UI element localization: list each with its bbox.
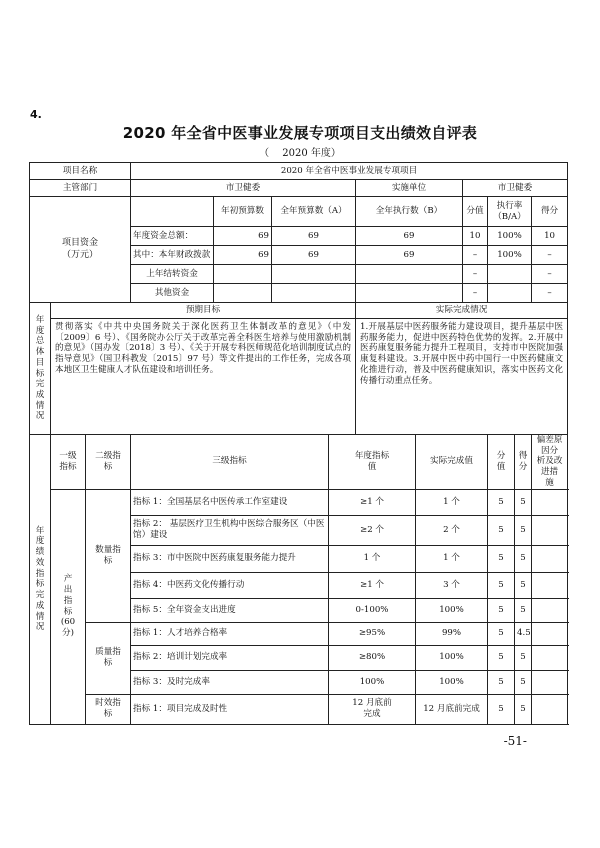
actual-result-header: 实际完成情况 bbox=[356, 303, 568, 319]
header-actual: 实际完成值 bbox=[416, 435, 488, 490]
header-exec-rate: 执行率（B/A） bbox=[488, 197, 532, 227]
level1-output bbox=[51, 489, 86, 724]
funds-annual: 69 bbox=[272, 246, 356, 265]
dept-label: 主管部门 bbox=[30, 180, 131, 197]
level2-quantity-text: 数量指 标 bbox=[95, 544, 121, 566]
header-score-weight: 分值 bbox=[463, 197, 488, 227]
indicator-actual: 99% bbox=[416, 622, 488, 645]
funds-row-label: 年度资金总额： bbox=[131, 227, 214, 246]
indicator-label: 指标 5：全年资金支出进度 bbox=[131, 598, 329, 622]
indicator-actual: 12 月底前完成 bbox=[416, 694, 488, 724]
funds-score: – bbox=[532, 246, 568, 265]
indicator-deviation bbox=[532, 545, 568, 572]
indicator-score: 4.5 bbox=[515, 622, 532, 645]
funds-executed: 69 bbox=[356, 246, 463, 265]
funds-annual: 69 bbox=[272, 227, 356, 246]
page-title: 2020 年全省中医事业发展专项项目支出绩效自评表 bbox=[122, 124, 478, 142]
header-level1 bbox=[51, 435, 86, 490]
indicator-label: 指标 1：全国基层名中医传承工作室建设 bbox=[131, 489, 329, 515]
expected-goal-text: 贯彻落实《中共中央国务院关于深化医药卫生体制改革的意见》（中发〔2009〕6 号）、《国务院办公厅关于改革完善全科医生培养与使用激励机制的意见》（国办发〔2018〕3 号）、《关于开展专科医师规范化培训制度试点的指导意见》（国卫科教发〔2015〕97 号）等文件提出的工作任务，完成各项本地区卫生健康人才队伍建设和培训任务。 bbox=[51, 319, 356, 435]
funds-rate: 100% bbox=[488, 246, 532, 265]
indicator-score: 5 bbox=[515, 645, 532, 670]
level2-quality-text: 质量指 标 bbox=[95, 647, 121, 669]
funds-weight: – bbox=[463, 284, 488, 303]
indicator-deviation bbox=[532, 645, 568, 670]
header-level3: 三级指标 bbox=[131, 435, 329, 490]
funds-annual bbox=[272, 265, 356, 284]
funds-initial: 69 bbox=[214, 227, 272, 246]
indicator-weight: 5 bbox=[488, 515, 515, 545]
header-target bbox=[329, 435, 416, 490]
funds-label bbox=[30, 197, 131, 303]
indicator-actual: 3 个 bbox=[416, 572, 488, 598]
header-deviation-text: 偏差原因分 析及改进措 施 bbox=[536, 435, 563, 488]
funds-initial: 69 bbox=[214, 246, 272, 265]
funds-initial bbox=[214, 284, 272, 303]
funds-executed: 69 bbox=[356, 227, 463, 246]
indicator-weight: 5 bbox=[488, 645, 515, 670]
indicator-deviation bbox=[532, 694, 568, 724]
indicator-target bbox=[329, 694, 416, 724]
funds-score: – bbox=[532, 284, 568, 303]
indicator-label: 指标 3：及时完成率 bbox=[131, 670, 329, 694]
funds-weight: 10 bbox=[463, 227, 488, 246]
funds-rate bbox=[488, 284, 532, 303]
indicator-deviation bbox=[532, 622, 568, 645]
indicator-actual: 100% bbox=[416, 645, 488, 670]
header-level2 bbox=[86, 435, 131, 490]
level2-timeliness bbox=[86, 694, 131, 724]
header-executed: 全年执行数（B） bbox=[356, 197, 463, 227]
project-name-value: 2020 年全省中医事业发展专项项目 bbox=[131, 163, 568, 180]
indicator-deviation bbox=[532, 572, 568, 598]
indicator-target: ≥1 个 bbox=[329, 572, 416, 598]
indicator-target: 1 个 bbox=[329, 545, 416, 572]
indicator-weight: 5 bbox=[488, 489, 515, 515]
funds-weight: – bbox=[463, 246, 488, 265]
header-score: 得分 bbox=[515, 435, 532, 490]
funds-initial bbox=[214, 265, 272, 284]
header-weight-text: 分 值 bbox=[496, 451, 506, 472]
funds-annual bbox=[272, 284, 356, 303]
indicator-label: 指标 3：市中医院中医药康复服务能力提升 bbox=[131, 545, 329, 572]
project-name-label: 项目名称 bbox=[30, 163, 131, 180]
funds-rate: 100% bbox=[488, 227, 532, 246]
indicator-target: ≥2 个 bbox=[329, 515, 416, 545]
header-level2-text: 二级指 标 bbox=[95, 451, 121, 472]
indicator-weight: 5 bbox=[488, 694, 515, 724]
indicator-deviation bbox=[532, 598, 568, 622]
indicator-weight: 5 bbox=[488, 598, 515, 622]
actual-result-text: 1.开展基层中医药服务能力建设项目，提升基层中医药服务能力，促进中医药特色优势的发挥。2.开展中医药康复服务能力提升工程项目，支持市中医院加强康复科建设。3.开展中医中药中国行一中医药健康文化推进行动，普及中医药健康知识，落实中医药文化传播行动重点任务。 bbox=[356, 319, 568, 435]
evaluation-table bbox=[29, 162, 567, 725]
level1-output-text: 产 出 指 标 (60 分) bbox=[60, 574, 76, 639]
funds-row-label: 其他资金 bbox=[131, 284, 214, 303]
indicator-actual: 100% bbox=[416, 598, 488, 622]
indicator-target-text: 12 月底前 完成 bbox=[352, 698, 392, 720]
funds-score: 10 bbox=[532, 227, 568, 246]
indicators-side-label bbox=[30, 435, 51, 725]
indicator-label: 指标 2： 基层医疗卫生机构中医综合服务区（中医馆）建设 bbox=[131, 515, 329, 545]
header-target-text: 年度指标 值 bbox=[354, 451, 390, 472]
indicator-score: 5 bbox=[515, 515, 532, 545]
expected-goal-header: 预期目标 bbox=[51, 303, 356, 319]
goals-side-text: 年 度 总 体 目 标 完 成 情 况 bbox=[35, 314, 45, 422]
level2-timeliness-text: 时效指 标 bbox=[95, 698, 121, 720]
header-deviation bbox=[532, 435, 568, 490]
funds-rate bbox=[488, 265, 532, 284]
indicators-side-text: 年 度 绩 效 指 标 完 成 情 况 bbox=[35, 525, 45, 633]
indicator-score: 5 bbox=[515, 694, 532, 724]
indicator-target: ≥95% bbox=[329, 622, 416, 645]
funds-row-label: 上年结转资金 bbox=[131, 265, 214, 284]
indicator-score: 5 bbox=[515, 489, 532, 515]
indicator-weight: 5 bbox=[488, 572, 515, 598]
page-number: -51- bbox=[503, 734, 527, 748]
indicator-label: 指标 2：培训计划完成率 bbox=[131, 645, 329, 670]
indicator-target: ≥80% bbox=[329, 645, 416, 670]
goals-side-label bbox=[30, 303, 51, 435]
impl-unit-value: 市卫健委 bbox=[463, 180, 568, 197]
impl-unit-label: 实施单位 bbox=[356, 180, 463, 197]
funds-header-blank bbox=[131, 197, 214, 227]
indicator-label: 指标 1：项目完成及时性 bbox=[131, 694, 329, 724]
funds-executed bbox=[356, 284, 463, 303]
indicator-actual: 100% bbox=[416, 670, 488, 694]
indicator-score: 5 bbox=[515, 598, 532, 622]
level2-quality bbox=[86, 622, 131, 694]
funds-score: – bbox=[532, 265, 568, 284]
indicator-score: 5 bbox=[515, 670, 532, 694]
indicator-weight: 5 bbox=[488, 670, 515, 694]
indicator-weight: 5 bbox=[488, 622, 515, 645]
indicator-row bbox=[30, 694, 568, 724]
funds-weight: – bbox=[463, 265, 488, 284]
indicator-actual: 2 个 bbox=[416, 515, 488, 545]
funds-label-text: 项目资金 （万元） bbox=[62, 238, 99, 260]
indicator-label: 指标 1：人才培养合格率 bbox=[131, 622, 329, 645]
dept-value: 市卫健委 bbox=[131, 180, 356, 197]
header-initial-budget: 年初预算数 bbox=[214, 197, 272, 227]
header-weight bbox=[488, 435, 515, 490]
header-level1-text: 一级 指标 bbox=[59, 451, 77, 472]
indicator-actual: 1 个 bbox=[416, 545, 488, 572]
funds-row-label: 其中：本年财政拨款 bbox=[131, 246, 214, 265]
indicator-score: 5 bbox=[515, 545, 532, 572]
indicator-target: 0-100% bbox=[329, 598, 416, 622]
funds-executed bbox=[356, 265, 463, 284]
indicator-weight: 5 bbox=[488, 545, 515, 572]
indicator-score: 5 bbox=[515, 572, 532, 598]
indicator-label: 指标 4：中医药文化传播行动 bbox=[131, 572, 329, 598]
indicator-target: ≥1 个 bbox=[329, 489, 416, 515]
indicator-row bbox=[30, 622, 568, 645]
indicator-deviation bbox=[532, 670, 568, 694]
section-number: 4. bbox=[30, 108, 42, 121]
level2-quantity bbox=[86, 489, 131, 622]
indicator-deviation bbox=[532, 489, 568, 515]
indicator-deviation bbox=[532, 515, 568, 545]
indicator-actual: 1 个 bbox=[416, 489, 488, 515]
page-subtitle: （ 2020 年度） bbox=[259, 148, 341, 159]
indicator-row bbox=[30, 489, 568, 515]
header-score: 得分 bbox=[532, 197, 568, 227]
header-annual-budget: 全年预算数（A） bbox=[272, 197, 356, 227]
indicator-target: 100% bbox=[329, 670, 416, 694]
